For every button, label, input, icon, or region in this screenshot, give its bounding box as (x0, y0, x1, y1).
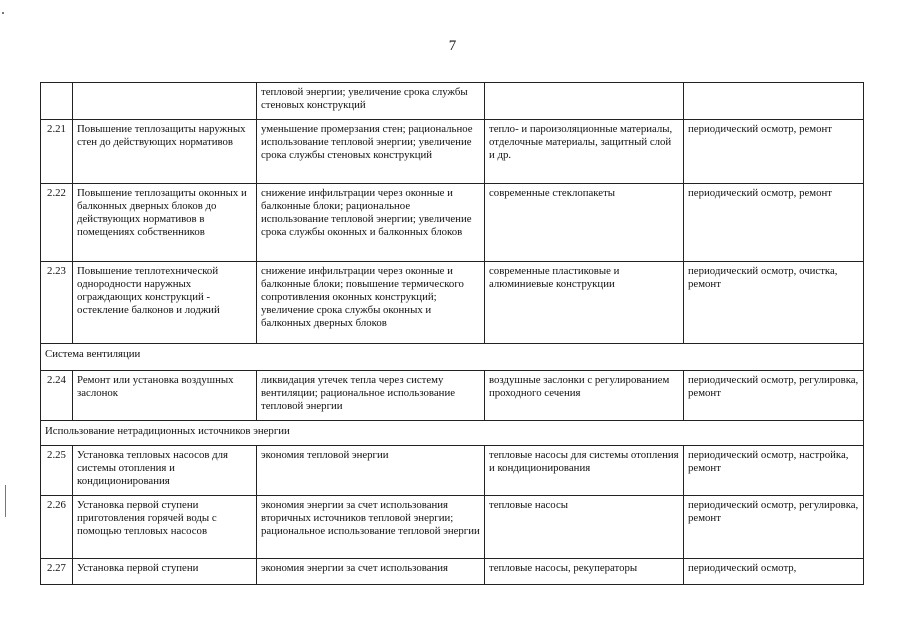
table-row (41, 83, 864, 120)
measure-name (73, 83, 257, 120)
page-number: 7 (448, 38, 457, 54)
table-row (41, 262, 864, 344)
table-row (41, 446, 864, 496)
measure-name: Установка первой ступени (73, 559, 257, 585)
table-row (41, 120, 864, 184)
measure-name: Установка тепловых насосов для системы отопления и кондиционирования (73, 446, 257, 496)
measure-materials: тепловые насосы для системы отопления и кондиционирования (485, 446, 684, 496)
scan-margin-mark (5, 485, 6, 517)
measure-name: Повышение теплотехнической однородности наружных ограждающих конструкций - остекление балконов и лоджий (73, 262, 257, 344)
measure-name: Повышение теплозащиты оконных и балконных дверных блоков до действующих нормативов в помещениях собственников (73, 184, 257, 262)
measure-materials: современные стеклопакеты (485, 184, 684, 262)
row-number: 2.24 (41, 371, 73, 421)
measure-effect: снижение инфильтрации через оконные и балконные блоки; рациональное использование тепловой энергии; увеличение срока службы оконных и балконных блоков (257, 184, 485, 262)
table-row (41, 559, 864, 585)
measure-effect: снижение инфильтрации через оконные и балконные блоки; повышение термического сопротивления оконных конструкций; увеличение срока службы оконных и балконных дверных блоков (257, 262, 485, 344)
row-number (41, 83, 73, 120)
measure-name: Ремонт или установка воздушных заслонок (73, 371, 257, 421)
measure-effect: экономия энергии за счет использования вторичных источников тепловой энергии; рациональное использование тепловой энергии (257, 496, 485, 559)
measure-materials: тепловые насосы, рекуператоры (485, 559, 684, 585)
row-number: 2.23 (41, 262, 73, 344)
measure-effect: тепловой энергии; увеличение срока службы стеновых конструкций (257, 83, 485, 120)
table-row (41, 184, 864, 262)
row-number: 2.25 (41, 446, 73, 496)
measure-service: периодический осмотр, ремонт (684, 184, 864, 262)
measure-service: периодический осмотр, регулировка, ремонт (684, 496, 864, 559)
table-row (41, 371, 864, 421)
measure-service: периодический осмотр, очистка, ремонт (684, 262, 864, 344)
measure-effect: экономия энергии за счет использования (257, 559, 485, 585)
measure-service (684, 83, 864, 120)
measure-materials: тепловые насосы (485, 496, 684, 559)
measure-materials: тепло- и пароизоляционные материалы, отделочные материалы, защитный слой и др. (485, 120, 684, 184)
measure-service: периодический осмотр, (684, 559, 864, 585)
row-number: 2.26 (41, 496, 73, 559)
section-title: Система вентиляции (41, 344, 864, 371)
row-number: 2.27 (41, 559, 73, 585)
measure-materials (485, 83, 684, 120)
measure-materials: воздушные заслонки с регулированием проходного сечения (485, 371, 684, 421)
row-number: 2.21 (41, 120, 73, 184)
measure-service: периодический осмотр, регулировка, ремонт (684, 371, 864, 421)
row-number: 2.22 (41, 184, 73, 262)
table-row (41, 496, 864, 559)
section-row (41, 421, 864, 446)
measure-service: периодический осмотр, настройка, ремонт (684, 446, 864, 496)
scan-speck (2, 12, 4, 14)
measure-materials: современные пластиковые и алюминиевые конструкции (485, 262, 684, 344)
measure-effect: экономия тепловой энергии (257, 446, 485, 496)
measure-name: Установка первой ступени приготовления горячей воды с помощью тепловых насосов (73, 496, 257, 559)
section-row (41, 344, 864, 371)
measures-table (40, 82, 864, 585)
measure-service: периодический осмотр, ремонт (684, 120, 864, 184)
section-title: Использование нетрадиционных источников энергии (41, 421, 864, 446)
measure-effect: уменьшение промерзания стен; рациональное использование тепловой энергии; увеличение срока службы стеновых конструкций (257, 120, 485, 184)
measure-effect: ликвидация утечек тепла через систему вентиляции; рациональное использование тепловой энергии (257, 371, 485, 421)
measure-name: Повышение теплозащиты наружных стен до действующих нормативов (73, 120, 257, 184)
